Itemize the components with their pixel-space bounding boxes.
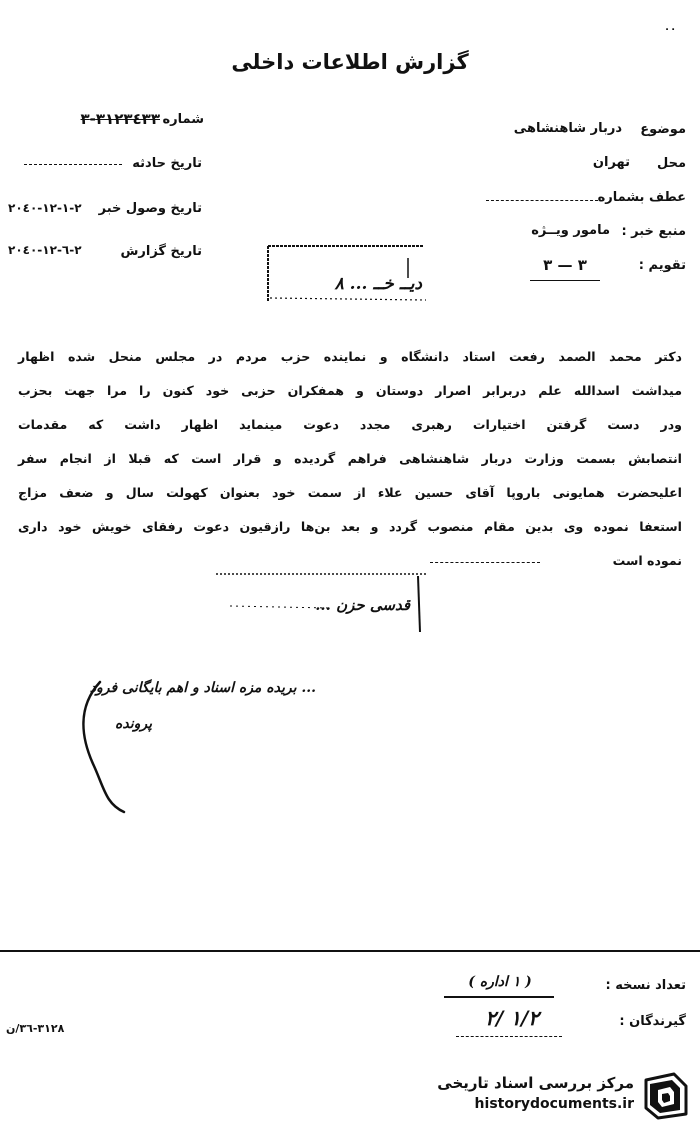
margin-note-bracket xyxy=(70,676,130,826)
copies-value: ( ۱ اداره ) xyxy=(468,974,532,990)
report-date-label: تاریخ گزارش xyxy=(120,244,202,259)
news-received-value: ٢-١-١٢-٢٠٤٠ xyxy=(8,201,82,215)
evaluation-underline xyxy=(530,280,600,281)
top-corner-mark: ٠٠ xyxy=(664,24,677,35)
body-line-2: میداشت اسدالله علم دربرابر اصرار دوستان و همفکران حزبی خود کنون را مرا جهت بحزب xyxy=(18,383,682,398)
copies-label: تعداد نسخه : xyxy=(605,978,686,993)
body-line-5: اعلیحضرت همایونی باروپا آقای حسین علاء از سمت خود بعنوان کهولت سال و ضعف مزاج xyxy=(18,485,682,500)
recipients-value: ۲/ ۱/۲ xyxy=(485,1006,539,1030)
subject-label: موضوع xyxy=(640,122,686,137)
recipients-label: گیرندگان : xyxy=(619,1014,686,1029)
reference-label: عطف بشماره xyxy=(597,190,686,205)
source-label: منبع خبر : xyxy=(621,224,686,239)
incident-date-blank xyxy=(24,164,122,165)
news-received-label: تاریخ وصول خبر xyxy=(98,201,202,216)
body-end-dash xyxy=(430,562,540,563)
recipients-underline xyxy=(456,1036,562,1037)
number-label: شماره xyxy=(162,112,204,127)
body-line-4: انتصابش بسمت وزارت دربار شاهنشاهی فراهم گردیده و قرار است که قبلا از انجام سفر xyxy=(18,451,682,466)
archive-logo xyxy=(420,1064,694,1122)
margin-note-line-1: ... بریده مزه اسناد و اهم بایگانی فرود xyxy=(89,680,316,696)
bottom-stamp-handwriting: قدسی حزن ... xyxy=(315,596,410,614)
document-code: ٣١٢٨-٣٦/ن xyxy=(6,1022,65,1035)
location-value: تهران xyxy=(592,155,630,170)
margin-note-line-2: پرونده xyxy=(115,716,152,732)
number-value: ٣١٢٣٤٣٣-٣ xyxy=(80,110,160,128)
incident-date-label: تاریخ حادثه xyxy=(132,156,202,171)
body-line-3: ودر دست گرفتن اختیارات رهبری مجدد دعوت مینماید اظهار داشت که مقدمات xyxy=(18,417,682,432)
evaluation-label: تقویم : xyxy=(638,258,686,273)
copies-underline xyxy=(444,996,554,998)
body-line-7: نموده است xyxy=(612,553,682,568)
archive-emblem-icon xyxy=(640,1070,692,1122)
footer-separator xyxy=(0,950,700,952)
logo-text: مرکز بررسی اسناد تاریخی xyxy=(437,1074,634,1092)
top-stamp-handwriting: دیــ خــ ... ۸ xyxy=(334,274,422,294)
evaluation-value: ٣ — ٣ xyxy=(543,256,587,274)
logo-url: historydocuments.ir xyxy=(474,1096,634,1112)
reference-blank xyxy=(486,200,598,201)
document-title: گزارش اطلاعات داخلی xyxy=(231,50,469,74)
subject-value: دربار شاهنشاهی xyxy=(513,121,622,136)
report-date-value: ٢-٦-١٢-٢٠٤٠ xyxy=(8,243,82,257)
location-label: محل xyxy=(656,156,686,171)
body-line-1: دکتر محمد الصمد رفعت استاد دانشگاه و نماینده حزب مردم در مجلس منحل شده اظهار xyxy=(18,349,682,364)
body-line-6: استعفا نموده وی بدین مقام منصوب گردد و بعد بن‌ها رازقیون دعوت رفقای خویش خود داری xyxy=(18,519,682,534)
source-value: مامور ویــژه xyxy=(531,223,610,238)
